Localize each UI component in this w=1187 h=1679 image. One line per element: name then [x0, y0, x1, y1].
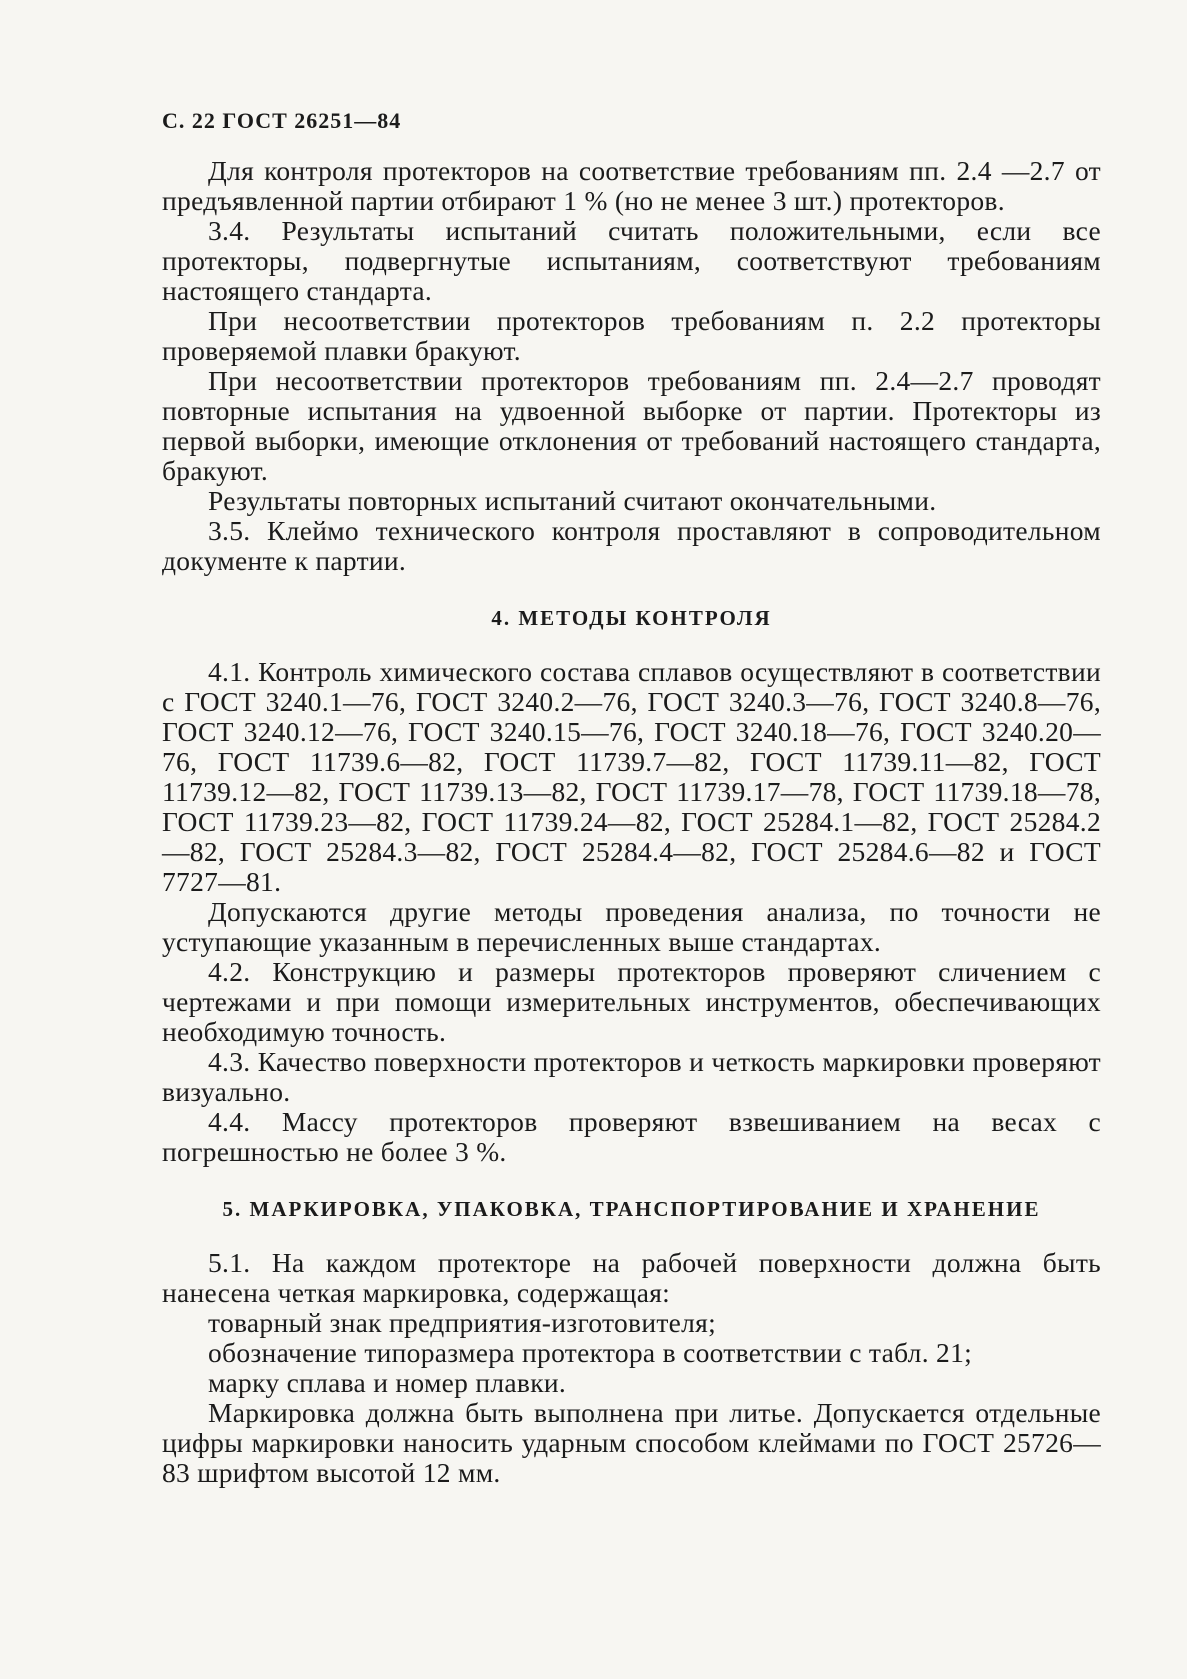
sec3-para-4: Результаты повторных испытаний считают окончательными. — [208, 485, 937, 516]
section-5-title: 5. МАРКИРОВКА, УПАКОВКА, ТРАНСПОРТИРОВАНИЕ И ХРАНЕНИЕ — [222, 1197, 1041, 1221]
sec4-para-3: 4.3. Качество поверхности протекторов и четкость маркировки проверяют визуально. — [162, 1046, 1101, 1107]
sec5-intro: 5.1. На каждом протекторе на рабочей поверхности должна быть нанесена четкая маркировка, содержащая: — [162, 1247, 1101, 1308]
sec3-para-3: При несоответствии протекторов требованиям пп. 2.4—2.7 проводят повторные испытания на удвоенной выборке от партии. Протекторы из первой выборки, имеющие отклонения от требований настоящего стандарта, бракуют. — [162, 365, 1101, 486]
sec3-para-2: При несоответствии протекторов требованиям п. 2.2 протекторы проверяемой плавки бракуют. — [162, 305, 1101, 366]
sec4-para-1: Допускаются другие методы проведения анализа, по точности не уступающие указанным в перечисленных выше стандартах. — [162, 896, 1101, 957]
sec3-para-0: Для контроля протекторов на соответствие требованиям пп. 2.4 —2.7 от предъявленной партии отбирают 1 % (но не менее 3 шт.) протекторов. — [162, 155, 1101, 216]
sec4-para-2: 4.2. Конструкцию и размеры протекторов проверяют сличением с чертежами и при помощи измерительных инструментов, обеспечивающих необходимую точность. — [162, 956, 1101, 1047]
sec3-para-1: 3.4. Результаты испытаний считать положительными, если все протекторы, подвергнутые испытаниям, соответствуют требованиям настоящего стандарта. — [162, 215, 1101, 306]
sec3-para-5: 3.5. Клеймо технического контроля проставляют в сопроводительном документе к партии. — [162, 515, 1101, 576]
sec4-para-4: 4.4. Массу протекторов проверяют взвешиванием на весах с погрешностью не более 3 %. — [162, 1106, 1101, 1167]
sec5-list-item-2: марку сплава и номер плавки. — [208, 1367, 567, 1398]
running-head: С. 22 ГОСТ 26251—84 — [162, 108, 402, 133]
section-4-title: 4. МЕТОДЫ КОНТРОЛЯ — [491, 606, 772, 630]
sec5-list-item-1: обозначение типоразмера протектора в соответствии с табл. 21; — [208, 1337, 973, 1368]
sec5-list-item-0: товарный знак предприятия-изготовителя; — [208, 1307, 717, 1338]
sec5-closing: Маркировка должна быть выполнена при литье. Допускается отдельные цифры маркировки наносить ударным способом клеймами по ГОСТ 25726—83 шрифтом высотой 12 мм. — [162, 1397, 1101, 1488]
sec4-para-0: 4.1. Контроль химического состава сплавов осуществляют в соответствии с ГОСТ 3240.1—76, ГОСТ 3240.2—76, ГОСТ 3240.3—76, ГОСТ 3240.8—76, ГОСТ 3240.12—76, ГОСТ 3240.15—76, ГОСТ 3240.18—76, ГОСТ 3240.20—76, ГОСТ 11739.6—82, ГОСТ 11739.7—82, ГОСТ 11739.11—82, ГОСТ 11739.12—82, ГОСТ 11739.13—82, ГОСТ 11739.17—78, ГОСТ 11739.18—78, ГОСТ 11739.23—82, ГОСТ 11739.24—82, ГОСТ 25284.1—82, ГОСТ 25284.2—82, ГОСТ 25284.3—82, ГОСТ 25284.4—82, ГОСТ 25284.6—82 и ГОСТ 7727—81. — [162, 656, 1101, 897]
